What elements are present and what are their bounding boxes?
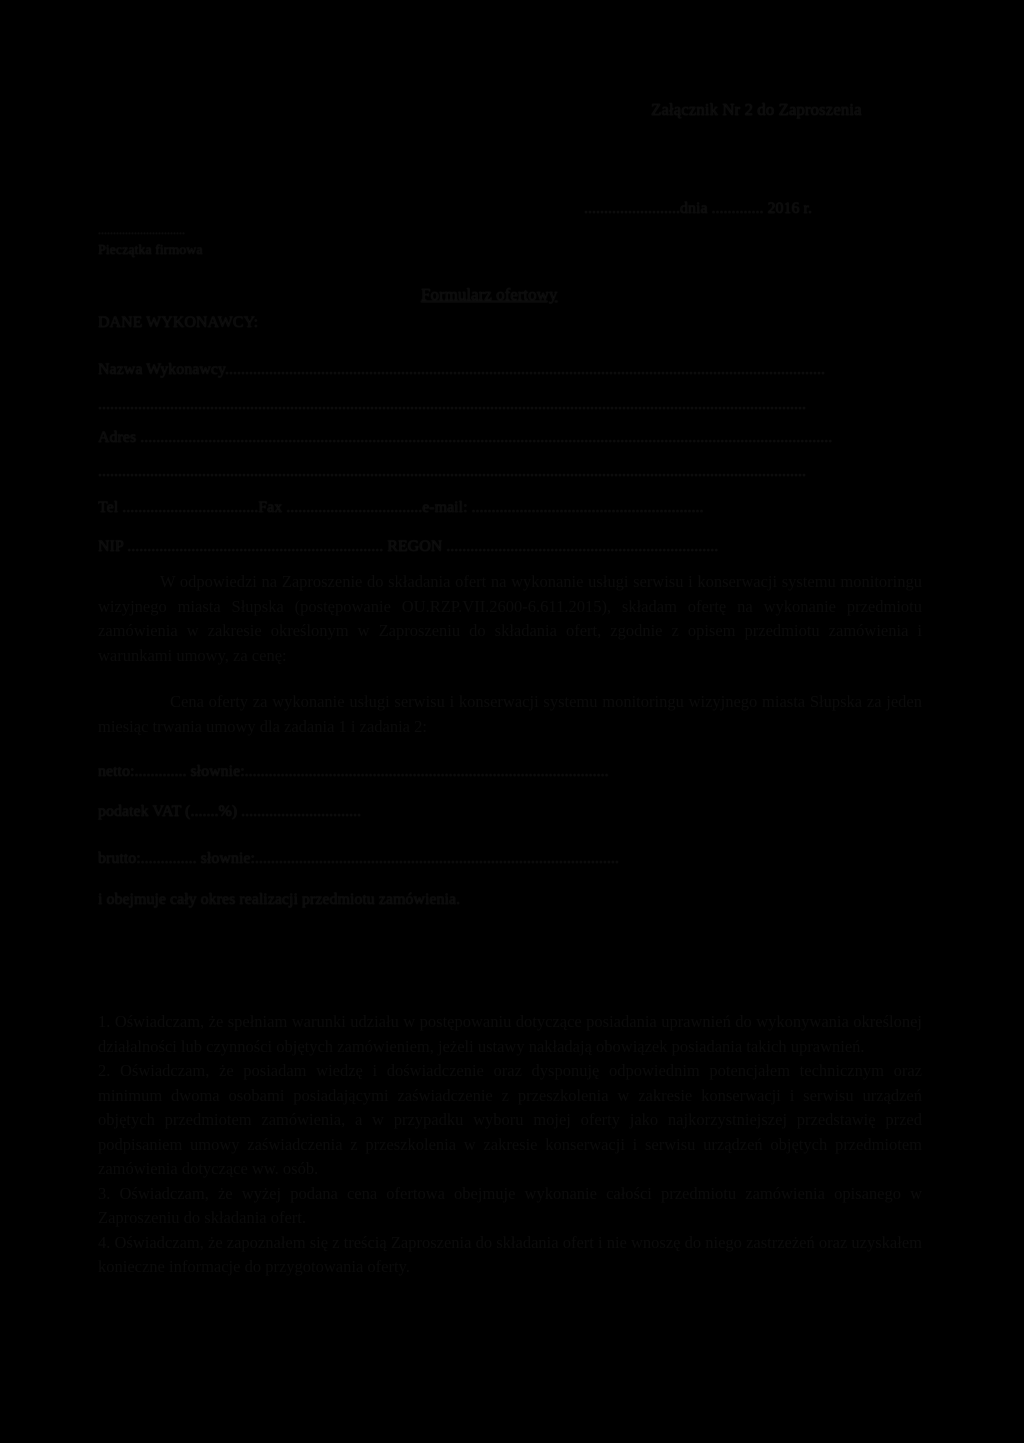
declaration-item: 2. Oświadczam, że posiadam wiedzę i doświadczenie oraz dysponuję odpowiednim potencjałem technicznym oraz minimum dwoma osobami posiadającymi zaświadczenie z przeszkolenia w zakresie konserwacji i serwisu urządzeń objętych przedmiotem zamówienia, a w przypadku wyboru mojej oferty jako najkorzystniejszej przedstawię przed podpisaniem umowy zaświadczenia z przeszkolenia w zakresie konserwacji i serwisu urządzeń objętych przedmiotem zamówienia dotyczące ww. osób.	[98, 1061, 922, 1178]
declarations-list	[98, 1010, 922, 1280]
stamp-dots: .............................	[98, 223, 185, 237]
address-field: Adres .............................................................................................................................................................................	[98, 429, 833, 446]
nip-regon-field: NIP ................................................................ REGON ....................................................................	[98, 538, 719, 555]
contractor-heading: DANE WYKONAWCY:	[98, 314, 259, 331]
stamp-label: Pieczątka firmowa	[98, 243, 203, 258]
contractor-name-continued: .................................................................................................................................................................................	[98, 396, 806, 413]
address-continued: .................................................................................................................................................................................	[98, 463, 806, 480]
brutto-field: brutto:.............. słownie:...........................................................................................	[98, 850, 619, 867]
vat-field: podatek VAT (.......%) ..............................	[98, 803, 362, 820]
declaration-item: 1. Oświadczam, że spełniam warunki udziału w postępowaniu dotyczące posiadania uprawnień do wykonywania określonej działalności lub czynności objętych zamówieniem, jeżeli ustawy nakładają obowiązek posiadania takich uprawnień.	[98, 1012, 922, 1056]
response-paragraph: W odpowiedzi na Zaproszenie do składania ofert na wykonanie usługi serwisu i konserwacji systemu monitoringu wizyjnego miasta Słupska (postępowanie OU.RZP.VII.2600-6.611.2015), składam ofertę na wykonanie przedmiotu zamówienia w zakresie określonym w Zaproszeniu do składania ofert, zgodnie z opisem przedmiotu zamówienia i warunkami umowy, za cenę:	[98, 572, 922, 665]
tel-fax-email-field: Tel ..................................Fax ..................................e-mail: ..........................................................	[98, 499, 704, 516]
covers-statement: i obejmuje cały okres realizacji przedmiotu zamówienia.	[98, 891, 461, 908]
price-paragraph: Cena oferty za wykonanie usługi serwisu i konserwacji systemu monitoringu wizyjnego miasta Słupska za jeden miesiąc trwania umowy dla zadania 1 i zadania 2:	[98, 692, 922, 736]
declaration-item: 4. Oświadczam, że zapoznałem się z treścią Zaproszenia do składania ofert i nie wnoszę do niego zastrzeżeń oraz uzyskałem konieczne informacje do przygotowania oferty.	[98, 1232, 922, 1276]
date-line: ........................dnia ............. 2016 r.	[584, 200, 812, 217]
netto-field: netto:............. słownie:...........................................................................................	[98, 763, 609, 780]
contractor-name-field: Nazwa Wykonawcy......................................................................................................................................................	[98, 361, 825, 378]
attachment-label: Załącznik Nr 2 do Zaproszenia	[651, 100, 862, 119]
form-title: Formularz ofertowy	[421, 285, 558, 304]
declaration-item: 3. Oświadczam, że wyżej podana cena ofertowa obejmuje wykonanie całości przedmiotu zamówienia opisanego w Zaproszeniu do składania ofert.	[98, 1183, 922, 1227]
